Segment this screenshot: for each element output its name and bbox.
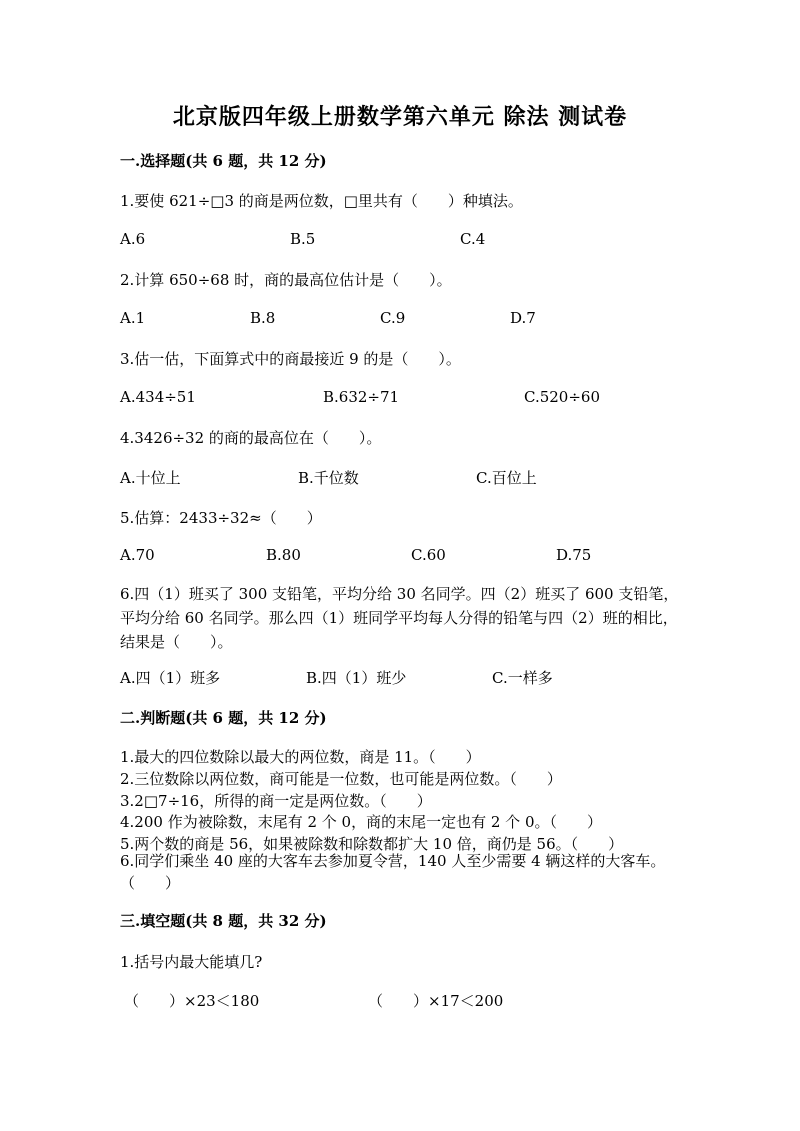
fill-item: （ ）×23＜180 xyxy=(124,992,260,1010)
judge-item: 1.最大的四位数除以最大的两位数，商是 11。（ ） xyxy=(120,748,481,766)
question-text: 1.括号内最大能填几? xyxy=(120,953,263,971)
option: A.70 xyxy=(120,546,155,564)
judge-item: 6.同学们乘坐 40 座的大客车去参加夏令营，140 人至少需要 4 辆这样的大客车。（ ） xyxy=(120,852,666,892)
question-text: 4.3426÷32 的商的最高位在（ ）。 xyxy=(120,429,382,447)
section-heading-fill: 三.填空题(共 8 题，共 32 分) xyxy=(120,912,327,930)
option: A.四（1）班多 xyxy=(120,669,221,687)
fill-item: （ ）×17＜200 xyxy=(368,992,504,1010)
option: C.一样多 xyxy=(492,669,553,687)
judge-item: 5.两个数的商是 56，如果被除数和除数都扩大 10 倍，商仍是 56。（ ） xyxy=(120,835,624,853)
option: B.四（1）班少 xyxy=(306,669,407,687)
question-text: 2.计算 650÷68 时，商的最高位估计是（ ）。 xyxy=(120,271,452,289)
option: B.5 xyxy=(290,230,316,248)
option: C.9 xyxy=(380,309,406,327)
option: B.8 xyxy=(250,309,276,327)
judge-item: 2.三位数除以两位数，商可能是一位数，也可能是两位数。（ ） xyxy=(120,770,562,788)
judge-item: 3.2□7÷16，所得的商一定是两位数。（ ） xyxy=(120,792,432,810)
question-text: 3.估一估，下面算式中的商最接近 9 的是（ ）。 xyxy=(120,350,461,368)
section-heading-judge: 二.判断题(共 6 题，共 12 分) xyxy=(120,709,327,727)
question-text: 1.要使 621÷□3 的商是两位数，□里共有（ ）种填法。 xyxy=(120,192,523,210)
option: A.6 xyxy=(120,230,146,248)
option: B.632÷71 xyxy=(323,388,400,406)
section-heading-choice: 一.选择题(共 6 题，共 12 分) xyxy=(120,152,327,170)
option: A.十位上 xyxy=(120,469,181,487)
option: C.百位上 xyxy=(476,469,537,487)
option: D.7 xyxy=(510,309,536,327)
question-text: 5.估算：2433÷32≈（ ） xyxy=(120,509,322,527)
judge-item: 4.200 作为被除数，末尾有 2 个 0，商的末尾一定也有 2 个 0。（ ） xyxy=(120,813,602,831)
page-title: 北京版四年级上册数学第六单元 除法 测试卷 xyxy=(172,104,628,130)
question-text: 6.四（1）班买了 300 支铅笔，平均分给 30 名同学。四（2）班买了 600 支铅笔，平均分给 60 名同学。那么四（1）班同学平均每人分得的铅笔与四（2）班的相比，结果是（ ）。 xyxy=(120,585,679,651)
option: A.434÷51 xyxy=(120,388,196,406)
option: C.4 xyxy=(460,230,486,248)
option: B.80 xyxy=(266,546,301,564)
option: C.60 xyxy=(411,546,446,564)
option: C.520÷60 xyxy=(524,388,600,406)
option: A.1 xyxy=(120,309,146,327)
option: D.75 xyxy=(556,546,592,564)
option: B.千位数 xyxy=(298,469,359,487)
